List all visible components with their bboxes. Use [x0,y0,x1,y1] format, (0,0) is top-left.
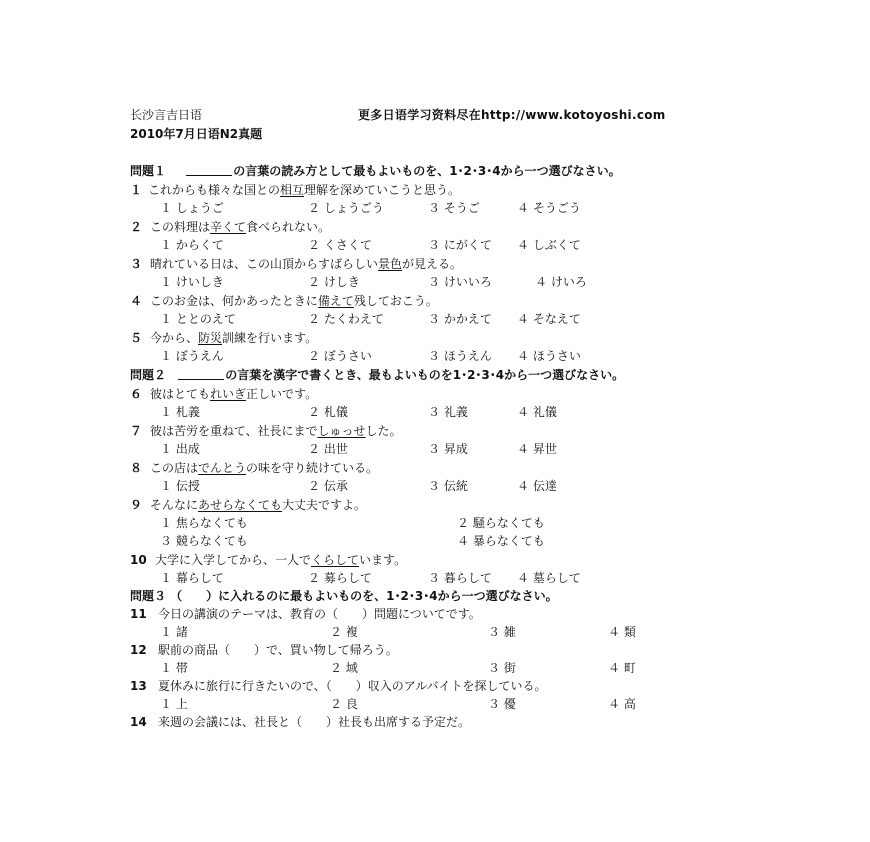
section2-instruction: の言葉を漢字で書くとき、最もよいものを1･2･3･4から一つ選びなさい。 [225,368,625,382]
option-3[interactable]: ３ けいいろ [428,275,492,289]
question-number: ３ [130,257,143,271]
question-text: 彼はとてもれいぎ正しいです。 [150,387,318,401]
option-1[interactable]: １ からくて [160,238,224,252]
question-text: これからも様々な国との相互理解を深めていこうと思う。 [148,183,461,197]
question-number: 13 [130,679,147,693]
option-3[interactable]: ３ 伝統 [428,479,468,493]
question-text: この料理は辛くて食べられない。 [150,220,331,234]
question-text: 駅前の商品（ ）で、買い物して帰ろう。 [158,643,398,657]
option-4[interactable]: ４ けいろ [535,275,587,289]
question-number: ４ [130,294,143,308]
answer-blank [186,164,232,176]
option-1[interactable]: １ 諸 [160,625,188,639]
option-2[interactable]: ２ 騒らなくても [457,516,545,530]
option-4[interactable]: ４ ほうさい [517,349,581,363]
option-4[interactable]: ４ 暴らなくても [457,534,545,548]
question-number: ７ [130,424,143,438]
question-text: このお金は、何かあったときに備えて残しておこう。 [150,294,438,308]
option-3[interactable]: ３ にがくて [428,238,492,252]
question-number: 11 [130,607,147,621]
question-text: 晴れている日は、この山頂からすばらしい景色が見える。 [150,257,463,271]
option-2[interactable]: ２ 募らして [308,571,372,585]
question-number: 10 [130,553,147,567]
option-3[interactable]: ３ 礼義 [428,405,468,419]
option-4[interactable]: ４ そうごう [517,201,581,215]
option-2[interactable]: ２ ぼうさい [308,349,372,363]
question-number: ９ [130,498,143,512]
option-4[interactable]: ４ 礼儀 [517,405,557,419]
option-3[interactable]: ３ 暮らして [428,571,492,585]
option-1[interactable]: １ しょうご [160,201,224,215]
question-number: 14 [130,715,147,729]
school-name: 长沙言吉日语 [130,108,203,122]
option-4[interactable]: ４ しぶくて [517,238,581,252]
option-1[interactable]: １ 札義 [160,405,200,419]
option-2[interactable]: ２ 複 [330,625,358,639]
question-text: 今日の講演のテーマは、教育の（ ）問題についてです。 [158,607,481,621]
section1-title [130,164,621,179]
option-3[interactable]: ３ かかえて [428,312,492,326]
option-2[interactable]: ２ 域 [330,661,358,675]
option-3[interactable]: ３ 競らなくても [160,534,248,548]
option-1[interactable]: １ 幕らして [160,571,224,585]
option-4[interactable]: ４ 伝達 [517,479,557,493]
option-2[interactable]: ２ 伝承 [308,479,348,493]
section3-title: 問題３ （ ）に入れるのに最もよいものを、1･2･3･4から一つ選びなさい。 [130,589,558,603]
question-number: ５ [130,331,143,345]
option-2[interactable]: ２ けしき [308,275,360,289]
question-number: １ [130,183,143,197]
option-2[interactable]: ２ 良 [330,697,358,711]
option-4[interactable]: ４ 墓らして [517,571,581,585]
question-text: 大学に入学してから、一人でくらしています。 [155,553,407,567]
option-4[interactable]: ４ 昇世 [517,442,557,456]
option-3[interactable]: ３ ほうえん [428,349,492,363]
section1-instruction: の言葉の読み方として最もよいものを、1･2･3･4から一つ選びなさい。 [233,164,621,178]
question-number: ２ [130,220,143,234]
option-2[interactable]: ２ たくわえて [308,312,384,326]
question-text: 夏休みに旅行に行きたいので、（ ）収入のアルバイトを探している。 [158,679,547,693]
option-2[interactable]: ２ 札儀 [308,405,348,419]
option-1[interactable]: １ 帯 [160,661,188,675]
option-1[interactable]: １ 上 [160,697,188,711]
exam-title: 2010年7月日语N2真题 [130,127,263,141]
option-3[interactable]: ３ 昇成 [428,442,468,456]
section2-title [130,368,624,383]
option-1[interactable]: １ ととのえて [160,312,236,326]
option-1[interactable]: １ 出成 [160,442,200,456]
question-text: 彼は苦労を重ねて、社長にまでしゅっせした。 [150,424,402,438]
option-1[interactable]: １ ぼうえん [160,349,224,363]
answer-blank [178,368,224,380]
question-number: 12 [130,643,147,657]
option-3[interactable]: ３ 雑 [488,625,516,639]
option-3[interactable]: ３ そうご [428,201,480,215]
option-4[interactable]: ４ 類 [608,625,636,639]
question-text: 今から、防災訓練を行います。 [150,331,318,345]
option-2[interactable]: ２ しょうごう [308,201,384,215]
option-3[interactable]: ３ 優 [488,697,516,711]
question-text: この店はでんとうの味を守り続けている。 [150,461,379,475]
question-number: ８ [130,461,143,475]
option-4[interactable]: ４ そなえて [517,312,581,326]
option-3[interactable]: ３ 街 [488,661,516,675]
section2-label: 問題２ [130,368,167,382]
resource-link-text[interactable]: 更多日语学习资料尽在http://www.kotoyoshi.com [358,108,666,122]
section1-label: 問題１ [130,164,167,178]
option-2[interactable]: ２ くさくて [308,238,372,252]
option-4[interactable]: ４ 高 [608,697,636,711]
question-text: そんなにあせらなくても大丈夫ですよ。 [150,498,367,512]
question-number: ６ [130,387,143,401]
option-4[interactable]: ４ 町 [608,661,636,675]
option-2[interactable]: ２ 出世 [308,442,348,456]
option-1[interactable]: １ けいしき [160,275,224,289]
option-1[interactable]: １ 伝授 [160,479,200,493]
question-text: 来週の会議には、社長と（ ）社長も出席する予定だ。 [158,715,471,729]
option-1[interactable]: １ 焦らなくても [160,516,248,530]
